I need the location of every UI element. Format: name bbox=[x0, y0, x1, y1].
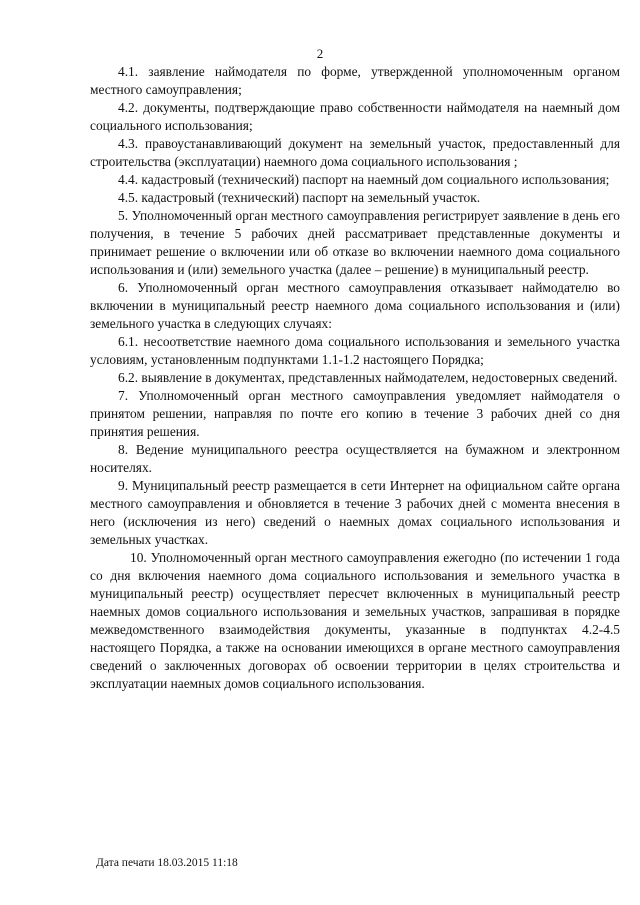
paragraph-9: 9. Муниципальный реестр размещается в сети Интернет на официальном сайте органа местного самоуправления и обновляется в течение 3 рабочих дней с момента внесения в него (исключения из него) сведений о наемных домах социального использования и земельных участках. bbox=[90, 478, 620, 547]
paragraph-6-2: 6.2. выявление в документах, представленных наймодателем, недостоверных сведений. bbox=[118, 370, 618, 385]
paragraph-5: 5. Уполномоченный орган местного самоуправления регистрирует заявление в день его получения, в течение 5 рабочих дней рассматривает представленные документы и принимает решение о включении или об отказе во включении наемного дома социального использования и (или) земельного участка (далее – решение) в муниципальный реестр. bbox=[90, 208, 620, 277]
print-date-footer: Дата печати 18.03.2015 11:18 bbox=[96, 857, 238, 869]
paragraph-6: 6. Уполномоченный орган местного самоуправления отказывает наймодателю во включении в муниципальный реестр наемного дома социального использования и (или) земельного участка в следующих случаях: bbox=[90, 280, 620, 331]
paragraph-4-1: 4.1. заявление наймодателя по форме, утвержденной уполномоченным органом местного самоуправления; bbox=[90, 64, 620, 97]
paragraph-4-2: 4.2. документы, подтверждающие право собственности наймодателя на наемный дом социального использования; bbox=[90, 100, 620, 133]
page-number: 2 bbox=[316, 46, 324, 61]
paragraph-10: 10. Уполномоченный орган местного самоуправления ежегодно (по истечении 1 года со дня включения наемного дома социального использования и земельного участка в муниципальный реестр) осуществляет пересчет включенных в муниципальный реестр наемных домов социального использования и земельных участков, запрашивая в порядке межведомственного взаимодействия документы, указанные в подпунктах 4.2-4.5 настоящего Порядка, а также на основании имеющихся в органе местного самоуправления сведений о заключенных договорах об освоении территории в целях строительства и эксплуатации наемных домов социального использования. bbox=[90, 550, 620, 691]
paragraph-7: 7. Уполномоченный орган местного самоуправления уведомляет наймодателя о принятом решении, направляя по почте его копию в течение 3 рабочих дней со дня принятия решения. bbox=[90, 388, 620, 439]
document-body bbox=[90, 63, 620, 693]
paragraph-4-3: 4.3. правоустанавливающий документ на земельный участок, предоставленный для строительства (эксплуатации) наемного дома социального использования ; bbox=[90, 136, 620, 169]
paragraph-4-4: 4.4. кадастровый (технический) паспорт на наемный дом социального использования; bbox=[118, 172, 610, 187]
paragraph-6-1: 6.1. несоответствие наемного дома социального использования и земельного участка условиям, установленным подпунктами 1.1-1.2 настоящего Порядка; bbox=[90, 334, 620, 367]
paragraph-4-5: 4.5. кадастровый (технический) паспорт на земельный участок. bbox=[118, 190, 481, 205]
paragraph-8: 8. Ведение муниципального реестра осуществляется на бумажном и электронном носителях. bbox=[90, 442, 620, 475]
